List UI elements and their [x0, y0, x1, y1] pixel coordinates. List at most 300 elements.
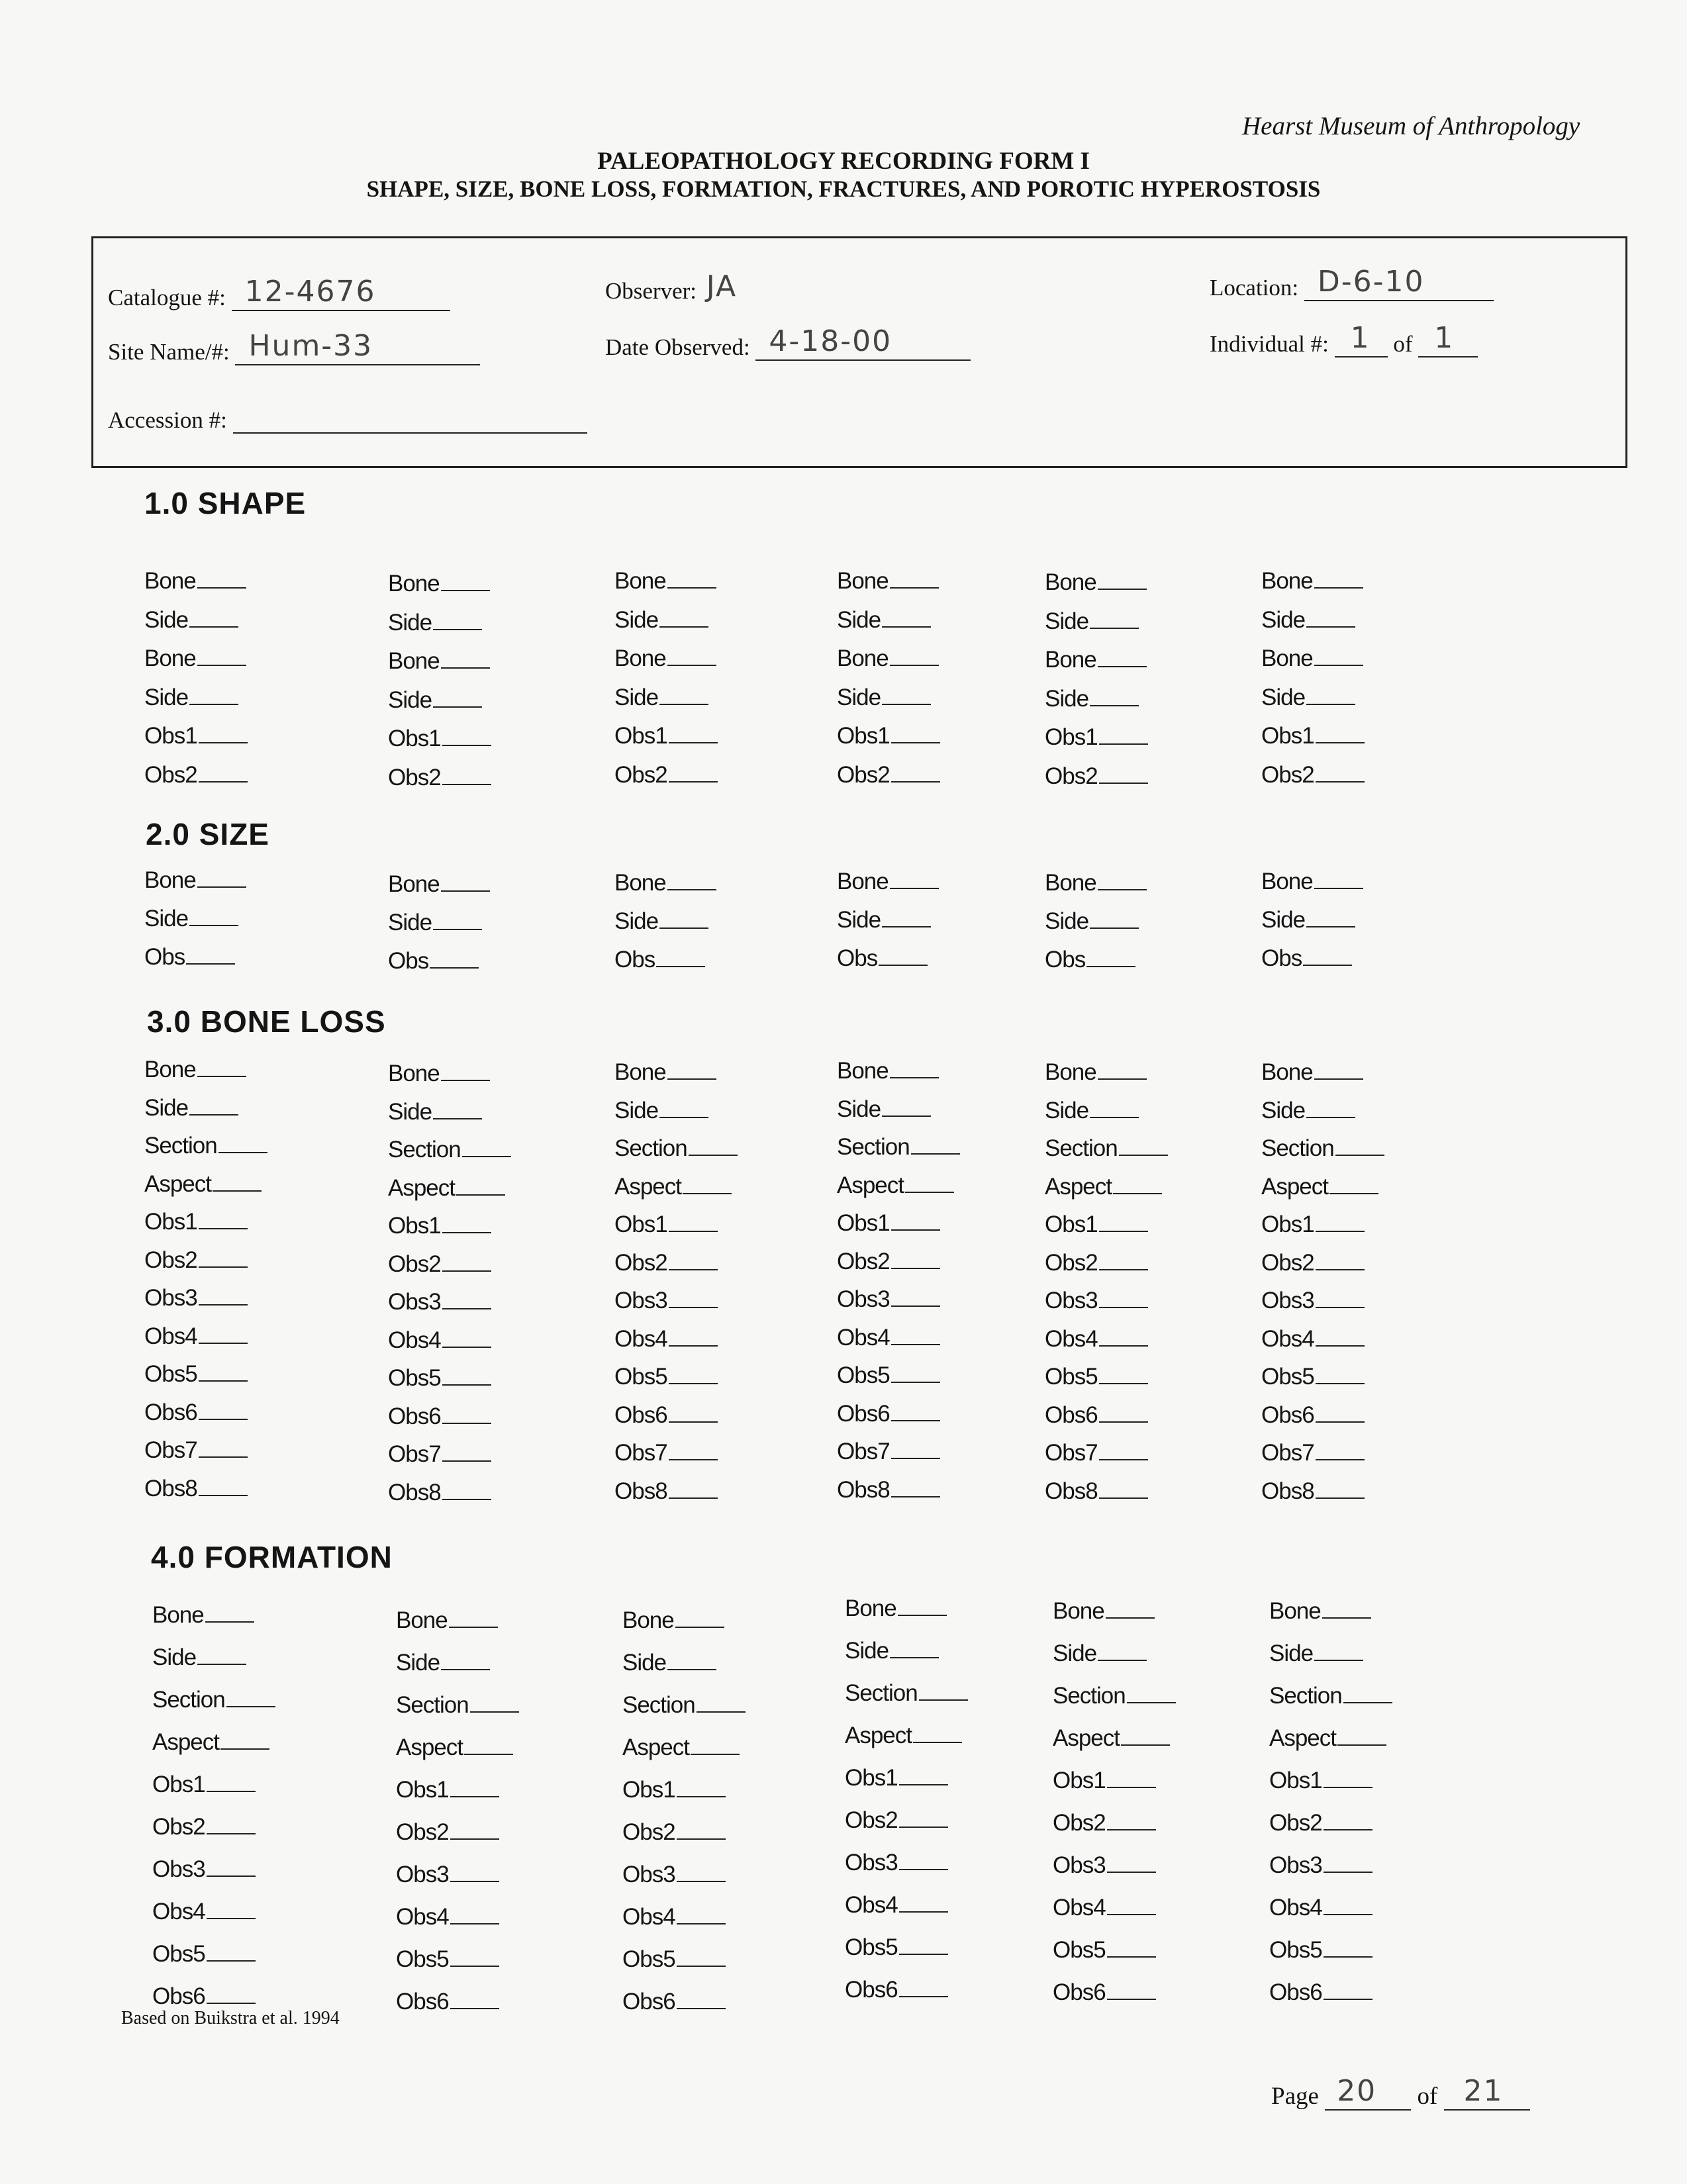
bone-loss-field-obs8[interactable]: [144, 1476, 248, 1502]
field-blank-line[interactable]: [899, 1951, 948, 1955]
field-blank-line[interactable]: [1324, 1911, 1373, 1915]
formation-field-obs5[interactable]: [1053, 1937, 1156, 1964]
field-blank-line[interactable]: [1119, 1152, 1168, 1156]
bone-loss-field-obs6[interactable]: [837, 1401, 940, 1427]
field-blank-line[interactable]: [669, 1228, 718, 1232]
field-blank-line[interactable]: [899, 1866, 948, 1870]
bone-loss-field-obs3[interactable]: [1045, 1288, 1148, 1314]
shape-field-bone[interactable]: [1261, 568, 1363, 594]
bone-loss-field-obs8[interactable]: [614, 1478, 718, 1505]
bone-loss-field-aspect[interactable]: [614, 1174, 732, 1200]
field-blank-line[interactable]: [442, 1458, 491, 1462]
field-blank-line[interactable]: [1107, 1827, 1156, 1830]
field-blank-line[interactable]: [442, 1268, 491, 1272]
field-blank-line[interactable]: [890, 662, 939, 666]
shape-field-obs1[interactable]: [144, 723, 248, 749]
bone-loss-field-obs3[interactable]: [837, 1286, 940, 1313]
field-blank-line[interactable]: [669, 1266, 718, 1270]
formation-field-section[interactable]: [1053, 1683, 1176, 1709]
size-field-obs[interactable]: [144, 944, 235, 971]
formation-field-obs5[interactable]: [845, 1934, 948, 1961]
bone-loss-field-obs7[interactable]: [837, 1439, 940, 1465]
field-blank-line[interactable]: [1335, 1152, 1384, 1156]
field-blank-line[interactable]: [207, 1915, 256, 1919]
formation-field-obs4[interactable]: [622, 1904, 726, 1930]
shape-field-obs1[interactable]: [388, 726, 491, 752]
size-field-side[interactable]: [1261, 907, 1355, 933]
formation-field-obs4[interactable]: [1053, 1895, 1156, 1921]
bone-loss-field-obs7[interactable]: [388, 1441, 491, 1468]
formation-field-side[interactable]: [152, 1644, 246, 1671]
bone-loss-field-obs7[interactable]: [614, 1440, 718, 1466]
field-blank-line[interactable]: [1107, 1869, 1156, 1873]
field-blank-line[interactable]: [1099, 1343, 1148, 1347]
field-blank-line[interactable]: [207, 2000, 256, 2004]
bone-loss-field-obs5[interactable]: [837, 1362, 940, 1389]
field-blank-line[interactable]: [442, 1229, 491, 1233]
formation-field-obs2[interactable]: [1053, 1810, 1156, 1836]
field-blank-line[interactable]: [891, 779, 940, 783]
field-blank-line[interactable]: [462, 1153, 511, 1157]
field-blank-line[interactable]: [669, 1380, 718, 1384]
bone-loss-field-obs6[interactable]: [614, 1402, 718, 1429]
bone-loss-field-aspect[interactable]: [1261, 1174, 1378, 1200]
field-blank-line[interactable]: [1099, 1456, 1148, 1460]
bone-loss-field-aspect[interactable]: [388, 1175, 505, 1202]
field-blank-line[interactable]: [669, 1304, 718, 1308]
formation-field-obs3[interactable]: [845, 1850, 948, 1876]
field-blank-line[interactable]: [677, 1963, 726, 1967]
field-blank-line[interactable]: [450, 1878, 499, 1882]
bone-loss-field-obs3[interactable]: [388, 1289, 491, 1315]
field-blank-line[interactable]: [899, 1781, 948, 1785]
field-blank-line[interactable]: [207, 1958, 256, 1962]
field-blank-line[interactable]: [1316, 1495, 1365, 1499]
field-blank-line[interactable]: [1316, 1456, 1365, 1460]
field-blank-line[interactable]: [677, 1836, 726, 1840]
shape-field-obs1[interactable]: [1045, 724, 1148, 751]
shape-field-side[interactable]: [388, 687, 482, 714]
bone-loss-field-obs2[interactable]: [1045, 1250, 1148, 1276]
shape-field-side[interactable]: [1045, 686, 1139, 712]
field-blank-line[interactable]: [450, 1793, 499, 1797]
bone-loss-field-obs6[interactable]: [144, 1400, 248, 1426]
field-blank-line[interactable]: [879, 962, 928, 966]
shape-field-side[interactable]: [614, 607, 708, 634]
formation-field-aspect[interactable]: [152, 1729, 269, 1756]
formation-field-bone[interactable]: [622, 1607, 724, 1634]
formation-field-section[interactable]: [845, 1680, 968, 1707]
field-blank-line[interactable]: [1316, 1304, 1365, 1308]
shape-field-bone[interactable]: [144, 568, 246, 594]
field-blank-line[interactable]: [1316, 779, 1365, 783]
field-blank-line[interactable]: [199, 1492, 248, 1496]
field-blank-line[interactable]: [1099, 1380, 1148, 1384]
bone-loss-field-obs7[interactable]: [1045, 1440, 1148, 1466]
field-blank-line[interactable]: [186, 961, 235, 965]
field-blank-line[interactable]: [430, 965, 479, 969]
shape-field-side[interactable]: [144, 607, 238, 634]
field-blank-line[interactable]: [1107, 1911, 1156, 1915]
field-blank-line[interactable]: [667, 886, 716, 890]
field-blank-line[interactable]: [669, 1495, 718, 1499]
bone-loss-field-obs4[interactable]: [837, 1325, 940, 1351]
field-blank-line[interactable]: [205, 1619, 254, 1623]
bone-loss-field-obs2[interactable]: [144, 1247, 248, 1274]
field-blank-line[interactable]: [1337, 1742, 1386, 1746]
formation-field-obs2[interactable]: [845, 1807, 948, 1834]
formation-field-obs5[interactable]: [622, 1946, 726, 1973]
field-blank-line[interactable]: [1324, 1954, 1373, 1958]
shape-field-obs1[interactable]: [614, 723, 718, 749]
field-blank-line[interactable]: [1090, 925, 1139, 929]
field-blank-line[interactable]: [882, 924, 931, 927]
bone-loss-field-bone[interactable]: [837, 1058, 939, 1084]
field-blank-line[interactable]: [199, 1454, 248, 1458]
field-blank-line[interactable]: [1098, 586, 1147, 590]
field-blank-line[interactable]: [669, 1419, 718, 1423]
bone-loss-field-obs7[interactable]: [144, 1437, 248, 1464]
field-blank-line[interactable]: [433, 926, 482, 930]
field-blank-line[interactable]: [450, 2005, 499, 2009]
field-blank-line[interactable]: [1316, 1419, 1365, 1423]
field-blank-line[interactable]: [1099, 1419, 1148, 1423]
field-blank-line[interactable]: [441, 1077, 490, 1081]
bone-loss-field-obs8[interactable]: [388, 1480, 491, 1506]
shape-field-side[interactable]: [1261, 607, 1355, 634]
field-blank-line[interactable]: [1099, 1266, 1148, 1270]
bone-loss-field-obs1[interactable]: [837, 1210, 940, 1237]
field-blank-line[interactable]: [199, 1225, 248, 1229]
shape-field-obs2[interactable]: [614, 762, 718, 788]
field-blank-line[interactable]: [1306, 624, 1355, 628]
field-blank-line[interactable]: [891, 1303, 940, 1307]
field-blank-line[interactable]: [1306, 701, 1355, 705]
site-field[interactable]: [108, 329, 480, 365]
formation-field-side[interactable]: [845, 1638, 939, 1664]
formation-field-side[interactable]: [622, 1650, 716, 1676]
field-blank-line[interactable]: [450, 1921, 499, 1924]
field-blank-line[interactable]: [891, 1379, 940, 1383]
bone-loss-field-obs2[interactable]: [1261, 1250, 1365, 1276]
field-blank-line[interactable]: [667, 1666, 716, 1670]
field-blank-line[interactable]: [442, 781, 491, 785]
field-blank-line[interactable]: [1107, 1996, 1156, 2000]
field-blank-line[interactable]: [1098, 886, 1147, 890]
field-blank-line[interactable]: [919, 1697, 968, 1701]
field-blank-line[interactable]: [1314, 662, 1363, 666]
bone-loss-field-side[interactable]: [837, 1096, 931, 1123]
field-blank-line[interactable]: [911, 1151, 960, 1155]
shape-field-bone[interactable]: [614, 568, 716, 594]
field-blank-line[interactable]: [659, 925, 708, 929]
shape-field-side[interactable]: [1261, 685, 1355, 711]
bone-loss-field-obs2[interactable]: [388, 1251, 491, 1278]
field-blank-line[interactable]: [199, 1378, 248, 1382]
field-blank-line[interactable]: [1314, 885, 1363, 889]
field-blank-line[interactable]: [1316, 739, 1365, 743]
field-blank-line[interactable]: [1314, 1657, 1363, 1661]
field-blank-line[interactable]: [218, 1149, 267, 1153]
formation-field-obs4[interactable]: [152, 1899, 256, 1925]
field-blank-line[interactable]: [677, 1878, 726, 1882]
field-blank-line[interactable]: [199, 1302, 248, 1306]
field-blank-line[interactable]: [1314, 585, 1363, 589]
bone-loss-field-obs1[interactable]: [614, 1211, 718, 1238]
shape-field-side[interactable]: [614, 685, 708, 711]
field-blank-line[interactable]: [1107, 1954, 1156, 1958]
bone-loss-field-section[interactable]: [1045, 1135, 1168, 1162]
field-blank-line[interactable]: [226, 1703, 275, 1707]
size-field-obs[interactable]: [614, 947, 705, 973]
field-blank-line[interactable]: [1090, 625, 1139, 629]
formation-field-section[interactable]: [1269, 1683, 1392, 1709]
field-blank-line[interactable]: [450, 1836, 499, 1840]
formation-field-obs4[interactable]: [845, 1892, 948, 1919]
formation-field-obs1[interactable]: [1053, 1768, 1156, 1794]
bone-loss-field-side[interactable]: [1045, 1098, 1139, 1124]
field-blank-line[interactable]: [890, 1654, 939, 1658]
field-blank-line[interactable]: [659, 701, 708, 705]
field-blank-line[interactable]: [189, 701, 238, 705]
bone-loss-field-obs1[interactable]: [388, 1213, 491, 1239]
field-blank-line[interactable]: [697, 1709, 746, 1713]
formation-field-obs6[interactable]: [845, 1977, 948, 2003]
field-blank-line[interactable]: [442, 1496, 491, 1500]
shape-field-obs2[interactable]: [144, 762, 248, 788]
shape-field-bone[interactable]: [614, 645, 716, 672]
formation-field-aspect[interactable]: [1269, 1725, 1386, 1752]
bone-loss-field-obs2[interactable]: [614, 1250, 718, 1276]
size-field-obs[interactable]: [1261, 945, 1352, 972]
shape-field-bone[interactable]: [837, 568, 939, 594]
field-blank-line[interactable]: [1324, 1784, 1373, 1788]
formation-field-obs1[interactable]: [396, 1777, 499, 1803]
field-blank-line[interactable]: [199, 1416, 248, 1420]
shape-field-obs2[interactable]: [1261, 762, 1365, 788]
formation-field-section[interactable]: [622, 1692, 746, 1719]
field-blank-line[interactable]: [1099, 1495, 1148, 1499]
bone-loss-field-obs6[interactable]: [388, 1403, 491, 1430]
bone-loss-field-obs5[interactable]: [614, 1364, 718, 1390]
bone-loss-field-obs5[interactable]: [388, 1365, 491, 1392]
formation-field-obs3[interactable]: [152, 1856, 256, 1883]
field-blank-line[interactable]: [659, 1114, 708, 1118]
formation-field-obs1[interactable]: [845, 1765, 948, 1791]
formation-field-obs2[interactable]: [622, 1819, 726, 1846]
field-blank-line[interactable]: [207, 1873, 256, 1877]
field-blank-line[interactable]: [667, 662, 716, 666]
shape-field-bone[interactable]: [388, 648, 490, 675]
field-blank-line[interactable]: [656, 963, 705, 967]
bone-loss-field-obs1[interactable]: [144, 1209, 248, 1235]
field-blank-line[interactable]: [1098, 1076, 1147, 1080]
shape-field-obs1[interactable]: [1261, 723, 1365, 749]
field-blank-line[interactable]: [1099, 741, 1148, 745]
shape-field-bone[interactable]: [388, 571, 490, 597]
shape-field-obs2[interactable]: [1045, 763, 1148, 790]
field-blank-line[interactable]: [197, 1073, 246, 1077]
field-blank-line[interactable]: [890, 1074, 939, 1078]
field-blank-line[interactable]: [450, 1963, 499, 1967]
formation-field-aspect[interactable]: [396, 1734, 513, 1761]
formation-field-obs3[interactable]: [396, 1862, 499, 1888]
size-field-side[interactable]: [614, 908, 708, 935]
size-field-bone[interactable]: [614, 870, 716, 896]
size-field-obs[interactable]: [1045, 947, 1135, 973]
formation-field-obs1[interactable]: [622, 1777, 726, 1803]
field-blank-line[interactable]: [675, 1624, 724, 1628]
bone-loss-field-obs4[interactable]: [1045, 1326, 1148, 1353]
field-blank-line[interactable]: [199, 779, 248, 783]
shape-field-obs1[interactable]: [837, 723, 940, 749]
field-blank-line[interactable]: [199, 1264, 248, 1268]
size-field-obs[interactable]: [837, 945, 928, 972]
field-blank-line[interactable]: [1306, 924, 1355, 927]
field-blank-line[interactable]: [207, 1788, 256, 1792]
size-field-side[interactable]: [144, 906, 238, 932]
shape-field-side[interactable]: [1045, 608, 1139, 635]
field-blank-line[interactable]: [1324, 1869, 1373, 1873]
field-blank-line[interactable]: [891, 1494, 940, 1497]
field-blank-line[interactable]: [199, 739, 248, 743]
field-blank-line[interactable]: [1316, 1266, 1365, 1270]
formation-field-obs6[interactable]: [1053, 1979, 1156, 2006]
field-blank-line[interactable]: [669, 779, 718, 783]
field-blank-line[interactable]: [891, 1417, 940, 1421]
shape-field-bone[interactable]: [1261, 645, 1363, 672]
field-blank-line[interactable]: [691, 1751, 740, 1755]
bone-loss-field-bone[interactable]: [144, 1057, 246, 1083]
field-blank-line[interactable]: [189, 624, 238, 628]
formation-field-obs3[interactable]: [1053, 1852, 1156, 1879]
shape-field-side[interactable]: [144, 685, 238, 711]
formation-field-obs1[interactable]: [152, 1772, 256, 1798]
field-blank-line[interactable]: [220, 1746, 269, 1750]
formation-field-obs6[interactable]: [1269, 1979, 1373, 2006]
field-blank-line[interactable]: [667, 1076, 716, 1080]
formation-field-obs6[interactable]: [396, 1989, 499, 2015]
field-blank-line[interactable]: [449, 1624, 498, 1628]
formation-field-side[interactable]: [396, 1650, 490, 1676]
field-blank-line[interactable]: [1127, 1699, 1176, 1703]
field-blank-line[interactable]: [891, 1341, 940, 1345]
bone-loss-field-section[interactable]: [144, 1133, 267, 1159]
bone-loss-field-aspect[interactable]: [1045, 1174, 1162, 1200]
field-blank-line[interactable]: [470, 1709, 519, 1713]
field-blank-line[interactable]: [677, 2005, 726, 2009]
formation-field-obs5[interactable]: [152, 1941, 256, 1968]
bone-loss-field-obs5[interactable]: [1045, 1364, 1148, 1390]
field-blank-line[interactable]: [1090, 1114, 1139, 1118]
bone-loss-field-obs8[interactable]: [1045, 1478, 1148, 1505]
field-blank-line[interactable]: [891, 739, 940, 743]
field-blank-line[interactable]: [199, 1340, 248, 1344]
size-field-side[interactable]: [837, 907, 931, 933]
bone-loss-field-obs2[interactable]: [837, 1249, 940, 1275]
field-blank-line[interactable]: [882, 1113, 931, 1117]
field-blank-line[interactable]: [1098, 663, 1147, 667]
accession-field[interactable]: [108, 407, 587, 434]
field-blank-line[interactable]: [1314, 1076, 1363, 1080]
field-blank-line[interactable]: [898, 1612, 947, 1616]
shape-field-bone[interactable]: [144, 645, 246, 672]
field-blank-line[interactable]: [442, 1306, 491, 1309]
formation-field-obs4[interactable]: [396, 1904, 499, 1930]
bone-loss-field-obs3[interactable]: [614, 1288, 718, 1314]
size-field-side[interactable]: [388, 910, 482, 936]
bone-loss-field-obs8[interactable]: [837, 1477, 940, 1503]
field-blank-line[interactable]: [899, 1824, 948, 1828]
field-blank-line[interactable]: [1099, 1304, 1148, 1308]
bone-loss-field-section[interactable]: [837, 1134, 960, 1161]
field-blank-line[interactable]: [890, 885, 939, 889]
field-blank-line[interactable]: [1329, 1190, 1378, 1194]
bone-loss-field-obs3[interactable]: [1261, 1288, 1365, 1314]
field-blank-line[interactable]: [433, 1116, 482, 1119]
field-blank-line[interactable]: [441, 1666, 490, 1670]
bone-loss-field-bone[interactable]: [388, 1061, 490, 1087]
bone-loss-field-obs4[interactable]: [1261, 1326, 1365, 1353]
field-blank-line[interactable]: [213, 1188, 262, 1192]
field-blank-line[interactable]: [1107, 1784, 1156, 1788]
shape-field-obs2[interactable]: [837, 762, 940, 788]
formation-field-bone[interactable]: [396, 1607, 498, 1634]
bone-loss-field-section[interactable]: [388, 1137, 511, 1163]
shape-field-side[interactable]: [388, 610, 482, 636]
size-field-side[interactable]: [1045, 908, 1139, 935]
field-blank-line[interactable]: [1306, 1114, 1355, 1118]
field-blank-line[interactable]: [1086, 963, 1135, 967]
field-blank-line[interactable]: [1324, 1996, 1373, 2000]
formation-field-obs5[interactable]: [1269, 1937, 1373, 1964]
field-blank-line[interactable]: [1324, 1827, 1373, 1830]
bone-loss-field-side[interactable]: [614, 1098, 708, 1124]
catalogue-field[interactable]: [108, 275, 450, 311]
formation-field-bone[interactable]: [1269, 1598, 1371, 1625]
field-blank-line[interactable]: [464, 1751, 513, 1755]
field-blank-line[interactable]: [913, 1739, 962, 1743]
field-blank-line[interactable]: [197, 662, 246, 666]
date-observed-field[interactable]: [605, 324, 971, 361]
shape-field-bone[interactable]: [837, 645, 939, 672]
bone-loss-field-obs4[interactable]: [388, 1327, 491, 1354]
field-blank-line[interactable]: [1090, 702, 1139, 706]
formation-field-obs5[interactable]: [396, 1946, 499, 1973]
formation-field-obs6[interactable]: [622, 1989, 726, 2015]
field-blank-line[interactable]: [689, 1152, 738, 1156]
formation-field-obs3[interactable]: [1269, 1852, 1373, 1879]
formation-field-obs4[interactable]: [1269, 1895, 1373, 1921]
field-blank-line[interactable]: [207, 1830, 256, 1834]
size-field-bone[interactable]: [1261, 869, 1363, 895]
bone-loss-field-obs1[interactable]: [1045, 1211, 1148, 1238]
size-field-bone[interactable]: [837, 869, 939, 895]
field-blank-line[interactable]: [456, 1192, 505, 1196]
bone-loss-field-obs3[interactable]: [144, 1285, 248, 1311]
field-blank-line[interactable]: [677, 1921, 726, 1924]
field-blank-line[interactable]: [669, 739, 718, 743]
bone-loss-field-side[interactable]: [388, 1099, 482, 1125]
location-field[interactable]: [1210, 265, 1494, 301]
field-blank-line[interactable]: [433, 626, 482, 630]
field-blank-line[interactable]: [1316, 1228, 1365, 1232]
field-blank-line[interactable]: [669, 1456, 718, 1460]
bone-loss-field-obs5[interactable]: [144, 1361, 248, 1388]
bone-loss-field-obs5[interactable]: [1261, 1364, 1365, 1390]
shape-field-side[interactable]: [837, 685, 931, 711]
field-blank-line[interactable]: [1098, 1657, 1147, 1661]
